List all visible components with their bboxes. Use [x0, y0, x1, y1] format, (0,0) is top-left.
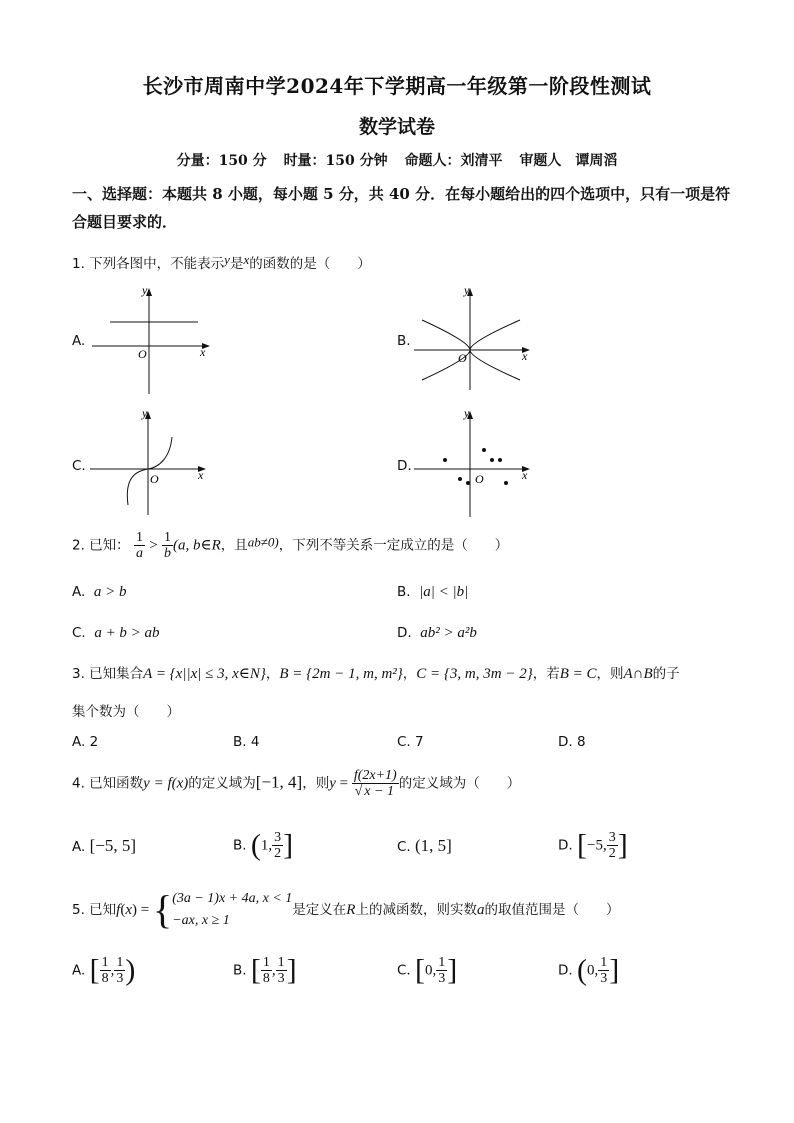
q3-option-c: C. 7 [397, 734, 424, 750]
score-info: 分量：150 分 [176, 153, 267, 169]
q1-option-c-label: C. [72, 458, 86, 474]
axis-x-label: x [200, 345, 206, 359]
q1-graph-c [88, 405, 213, 517]
q1-graph-b [412, 282, 537, 392]
time-info: 时量：150 分钟 [283, 153, 388, 169]
q4-option-b: B. (1, $\frac{3}{2}$ ] [233, 828, 294, 862]
q3-option-b: B. 4 [233, 734, 260, 750]
question-3-stem: 3. 已知集合A = {x||x| ≤ 3, x∈N}，B = {2m − 1, m, m²}，C = {3, m, 3m − 2}，若B = C，则A∩B的子 [72, 666, 680, 682]
question-2-stem: 2. 已知： $\frac{1}{a}$ > $\frac{1}{b}$ (a, b∈R，且ab≠0)，下列不等关系一定成立的是（ ） [72, 530, 509, 561]
fraction-1-over-a: $\frac{1}{a}$ [135, 530, 143, 561]
origin-label: O [138, 347, 147, 361]
q1-option-a-label: A. [72, 333, 86, 349]
question-3-stem-cont: 集个数为（ ） [72, 704, 180, 720]
axis-x-label: x [198, 468, 204, 482]
q4-fraction: $\frac{f(2x+1)}{√ x - 1}$ [353, 768, 397, 799]
q2-option-b: B. |a| < |b| [397, 584, 469, 600]
origin-label: O [475, 472, 484, 486]
q1-graph-d [412, 405, 537, 520]
question-1-stem: 1. 下列各图中，不能表示y是x的函数的是（ ） [72, 252, 371, 272]
origin-label: O [150, 472, 159, 486]
axis-y-label: y [142, 406, 148, 420]
q5-option-d: D. (0, $\frac{1}{3}$ ] [558, 953, 620, 987]
q5-option-c: C. [0, $\frac{1}{3}$ ] [397, 953, 458, 987]
axis-y-label: y [142, 283, 148, 297]
q3-option-d: D. 8 [558, 734, 586, 750]
page-title: 长沙市周南中学2024年下学期高一年级第一阶段性测试 [142, 74, 652, 98]
origin-label: O [458, 351, 467, 365]
axis-y-label: y [464, 283, 470, 297]
fraction-1-over-b: $\frac{1}{b}$ [164, 530, 172, 561]
question-5-stem: 5. 已知f(x) = { (3a − 1)x + 4a, x < 1 −ax, x ≥ 1 是定义在R上的减函数，则实数a的取值范围是（ ） [72, 887, 620, 932]
q5-option-a: A. [ $\frac{1}{8}$ , $\frac{1}{3}$ ) [72, 953, 136, 987]
q3-option-a: A. 2 [72, 734, 99, 750]
page-subtitle: 数学试卷 [358, 116, 435, 138]
author-info: 命题人：刘清平 [404, 153, 503, 169]
question-4-stem: 4. 已知函数y = f(x)的定义域为[−1, 4]，则y = $\frac{f(2x+1)}{√ x - 1}$ 的定义域为（ ） [72, 768, 521, 799]
q4-option-a: A. [−5, 5] [72, 836, 137, 855]
axis-x-label: x [522, 468, 528, 482]
reviewer-info: 审题人 谭周滔 [519, 153, 618, 169]
q1-graph-a [90, 282, 220, 397]
section-intro: 一、选择题：本题共 8 小题，每小题 5 分，共 40 分．在每小题给出的四个选项中，只有一项是符合题目要求的． [72, 185, 731, 231]
axis-x-label: x [522, 349, 528, 363]
q4-option-d: D. [−5, $\frac{3}{2}$ ] [558, 828, 628, 862]
q1-option-b-label: B. [397, 333, 411, 349]
q2-option-c: C. a + b > ab [72, 625, 160, 641]
q4-option-c: C. (1, 5] [397, 836, 452, 855]
q2-option-a: A. a > b [72, 584, 127, 600]
q2-option-d: D. ab² > a²b [397, 625, 477, 641]
q5-option-b: B. [ $\frac{1}{8}$ , $\frac{1}{3}$ ] [233, 953, 297, 987]
exam-meta [0, 150, 794, 170]
q1-option-d-label: D. [397, 458, 412, 474]
axis-y-label: y [464, 406, 470, 420]
